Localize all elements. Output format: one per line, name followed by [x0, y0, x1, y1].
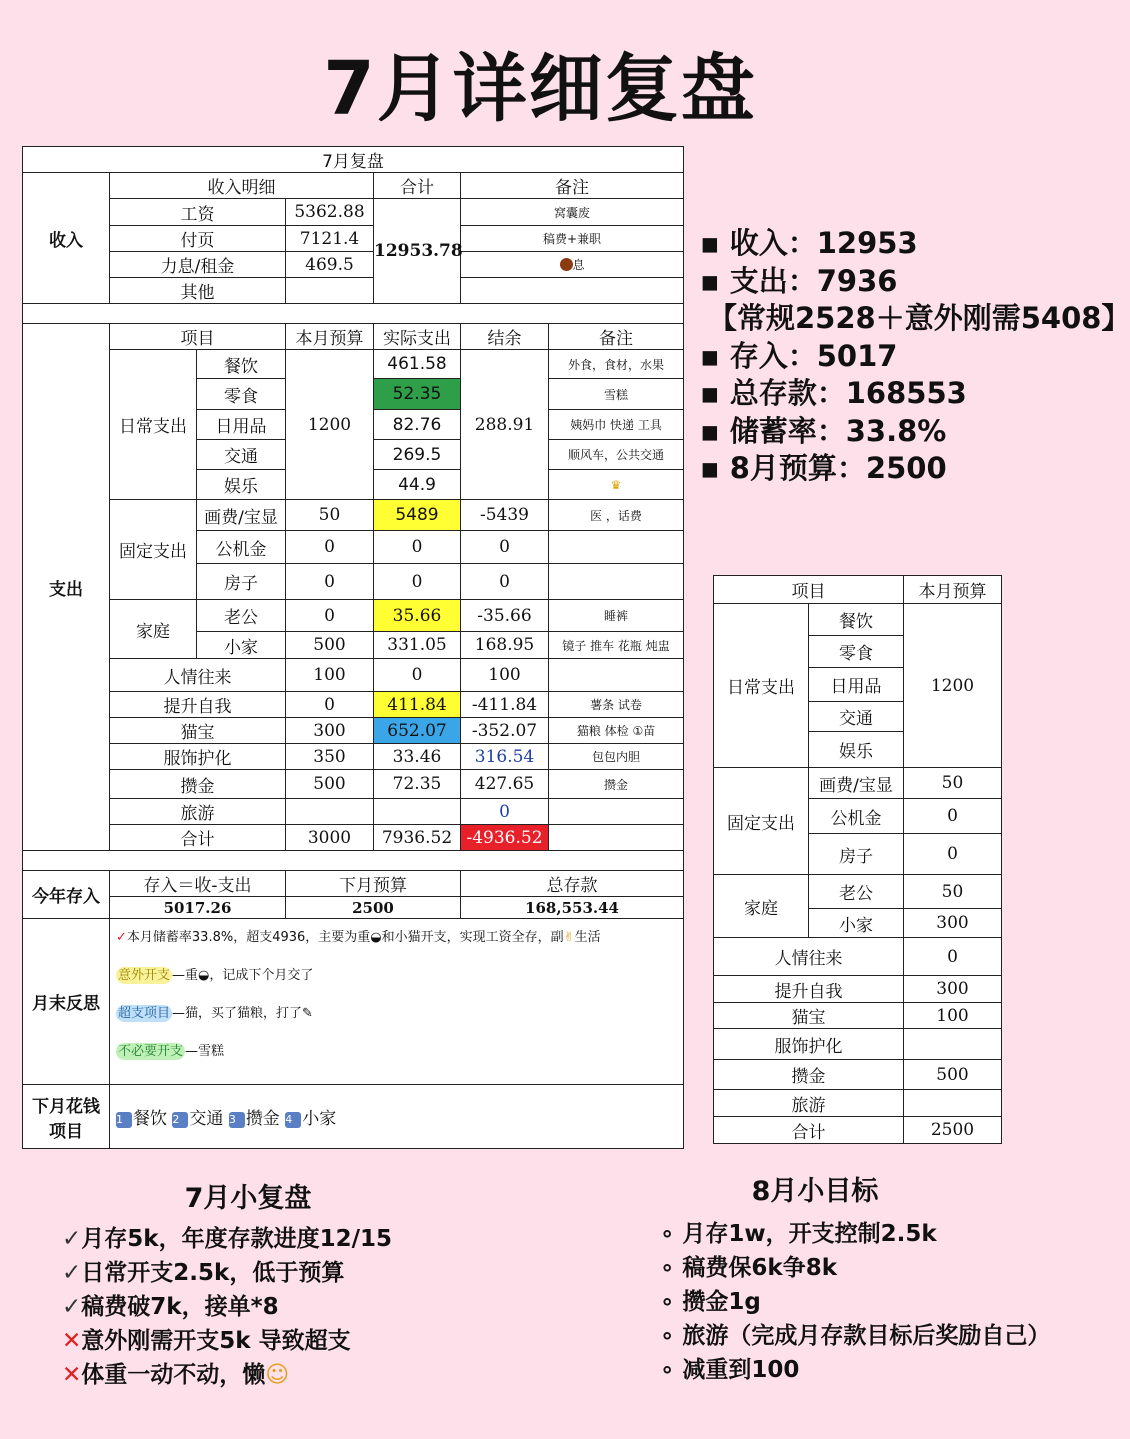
budget-amount: 0	[904, 799, 1002, 834]
list-item: ∘ 月存1w，开支控制2.5k	[660, 1221, 937, 1247]
list-item: ✕意外刚需开支5k 导致超支	[62, 1328, 351, 1354]
reflection-section-label: 月末反思	[23, 919, 110, 1085]
expense-item: 人情往来	[110, 659, 286, 692]
august-budget-table	[713, 575, 1002, 1144]
expense-total-balance: -4936.52	[461, 825, 549, 851]
expense-actual: 44.9	[374, 470, 461, 500]
income-header-note: 备注	[461, 173, 684, 199]
expense-budget: 0	[286, 600, 374, 632]
budget-item: 交通	[809, 702, 904, 732]
savings-header: 下月预算	[286, 871, 461, 897]
expense-note: 攒金	[549, 770, 684, 799]
expense-item: 娱乐	[197, 470, 286, 500]
tag-unexpected: 意外开支	[118, 968, 171, 983]
expense-actual: 52.35	[374, 379, 461, 410]
expense-note: 外食，食材，水果	[549, 350, 684, 379]
savings-deposit: 5017.26	[110, 897, 286, 919]
expense-item: 攒金	[110, 770, 286, 799]
budget-amount: 100	[904, 1003, 1002, 1029]
expense-total-label: 合计	[110, 825, 286, 851]
expense-balance: 316.54	[461, 744, 549, 770]
summary-expense-breakdown: 【常规2528＋意外刚需5408】	[708, 301, 1130, 335]
spacer-row	[23, 304, 684, 324]
budget-item: 餐饮	[809, 604, 904, 636]
list-item: ∘ 减重到100	[660, 1357, 800, 1383]
reflection-line: ✓本月储蓄率33.8%，超支4936，主要为重◒和小猫开支，实现工资全存，副✌生活	[116, 930, 601, 945]
budget-item: 提升自我	[714, 976, 904, 1003]
expense-budget: 0	[286, 531, 374, 564]
savings-header: 存入＝收-支出	[110, 871, 286, 897]
expense-actual: 0	[374, 659, 461, 692]
expense-budget: 500	[286, 632, 374, 659]
july-review-table	[22, 146, 684, 1149]
expense-total-note	[549, 825, 684, 851]
expense-balance: 100	[461, 659, 549, 692]
expense-balance: 0	[461, 564, 549, 600]
aug-goals-list	[660, 1217, 1050, 1387]
budget-amount: 500	[904, 1060, 1002, 1090]
fixed-expense-label: 固定支出	[110, 500, 197, 600]
expense-balance: -5439	[461, 500, 549, 531]
budget-daily-label: 日常支出	[714, 604, 809, 768]
expense-note: 薯条 试卷	[549, 692, 684, 718]
coin-icon	[560, 258, 573, 271]
expense-note	[549, 531, 684, 564]
expense-budget: 100	[286, 659, 374, 692]
expense-actual: 72.35	[374, 770, 461, 799]
expense-item: 交通	[197, 440, 286, 470]
expense-budget	[286, 799, 374, 825]
expense-total-actual: 7936.52	[374, 825, 461, 851]
table-caption: 7月复盘	[23, 147, 684, 173]
july-review-title: 7月小复盘	[184, 1183, 312, 1214]
expense-actual: 269.5	[374, 440, 461, 470]
budget-amount: 0	[904, 834, 1002, 875]
trophy-icon: ♛	[610, 477, 622, 492]
expense-item: 房子	[197, 564, 286, 600]
budget-amount: 300	[904, 976, 1002, 1003]
tag-overspend: 超支项目	[118, 1006, 171, 1021]
aug-goals-title: 8月小目标	[751, 1176, 879, 1207]
summary-list	[700, 225, 1130, 488]
expense-budget: 300	[286, 718, 374, 744]
expense-note	[549, 470, 684, 500]
budget-fixed-label: 固定支出	[714, 768, 809, 875]
budget-amount: 300	[904, 909, 1002, 938]
income-note	[461, 278, 684, 304]
next-items-list: 1 餐饮 2 交通 3 攒金 4 小家	[110, 1085, 684, 1149]
expense-item: 零食	[197, 379, 286, 410]
expense-note: 顺风车，公共交通	[549, 440, 684, 470]
expense-actual: 461.58	[374, 350, 461, 379]
income-item: 付页	[110, 226, 286, 252]
income-note: 窝囊废	[461, 199, 684, 226]
budget-amount: 0	[904, 938, 1002, 976]
budget-item: 娱乐	[809, 732, 904, 768]
tag-unnecessary: 不必要开支	[118, 1044, 184, 1059]
income-item: 力息/租金	[110, 252, 286, 278]
summary-deposit: ▪ 存入：5017	[700, 338, 898, 373]
spacer-row	[23, 851, 684, 871]
expense-note	[549, 564, 684, 600]
summary-total-savings: ▪ 总存款：168553	[700, 376, 967, 410]
budget-header-item: 项目	[714, 576, 904, 604]
expense-note: 姨妈巾 快递 工具	[549, 410, 684, 440]
budget-item: 旅游	[714, 1090, 904, 1117]
expense-balance: -35.66	[461, 600, 549, 632]
expense-item: 餐饮	[197, 350, 286, 379]
list-item: ∘ 稿费保6k争8k	[660, 1255, 838, 1281]
expense-actual: 0	[374, 564, 461, 600]
expense-actual: 5489	[374, 500, 461, 531]
savings-next-budget: 2500	[286, 897, 461, 919]
expense-item: 服饰护化	[110, 744, 286, 770]
check-icon: ✓	[62, 1260, 82, 1286]
expense-budget: 50	[286, 500, 374, 531]
list-item: ✓月存5k，年度存款进度12/15	[62, 1226, 392, 1252]
cross-icon: ✕	[62, 1362, 82, 1388]
expense-note	[549, 799, 684, 825]
budget-item: 老公	[809, 875, 904, 909]
expense-budget: 500	[286, 770, 374, 799]
reflection-notes	[110, 919, 684, 1085]
budget-total-amount: 2500	[904, 1117, 1002, 1144]
budget-item: 画费/宝显	[809, 768, 904, 799]
expense-budget: 0	[286, 692, 374, 718]
list-item: ✕体重一动不动，懒☺	[62, 1362, 290, 1388]
daily-balance: 288.91	[461, 350, 549, 500]
expense-header-balance: 结余	[461, 324, 549, 350]
family-expense-label: 家庭	[110, 600, 197, 659]
expense-note: 猫粮 体检 ①苗	[549, 718, 684, 744]
budget-item: 攒金	[714, 1060, 904, 1090]
summary-aug-budget: ▪ 8月预算：2500	[700, 451, 947, 485]
list-item: ✓稿费破7k，接单*8	[62, 1294, 279, 1320]
expense-balance: 0	[461, 799, 549, 825]
budget-header-amount: 本月预算	[904, 576, 1002, 604]
expense-actual	[374, 799, 461, 825]
daily-expense-label: 日常支出	[110, 350, 197, 500]
summary-expense: ▪ 支出：7936	[700, 263, 898, 298]
budget-family-label: 家庭	[714, 875, 809, 938]
expense-balance: 427.65	[461, 770, 549, 799]
reflection-line: 意外开支 —重◒，记成下个月交了	[118, 968, 314, 983]
income-header-total: 合计	[374, 173, 461, 199]
income-note: 息	[461, 252, 684, 278]
income-total: 12953.78	[374, 199, 461, 304]
expense-actual: 652.07	[374, 718, 461, 744]
expense-note: 包包内胆	[549, 744, 684, 770]
expense-item: 公机金	[197, 531, 286, 564]
income-item: 其他	[110, 278, 286, 304]
budget-daily-amount: 1200	[904, 604, 1002, 768]
budget-item: 猫宝	[714, 1003, 904, 1029]
expense-actual: 331.05	[374, 632, 461, 659]
summary-income: ▪ 收入：12953	[700, 226, 918, 260]
expense-budget: 350	[286, 744, 374, 770]
list-item: ∘ 旅游（完成月存款目标后奖励自己）	[660, 1323, 1051, 1349]
expense-budget: 0	[286, 564, 374, 600]
income-amount: 469.5	[286, 252, 374, 278]
expense-note: 雪糕	[549, 379, 684, 410]
budget-item: 服饰护化	[714, 1029, 904, 1060]
expense-item: 猫宝	[110, 718, 286, 744]
income-item: 工资	[110, 199, 286, 226]
savings-section-label: 今年存入	[23, 871, 110, 919]
expense-item: 画费/宝显	[197, 500, 286, 531]
expense-item: 老公	[197, 600, 286, 632]
budget-item: 小家	[809, 909, 904, 938]
expense-actual: 82.76	[374, 410, 461, 440]
budget-total-label: 合计	[714, 1117, 904, 1144]
expense-section-label: 支出	[23, 324, 110, 851]
budget-amount: 50	[904, 768, 1002, 799]
expense-balance: 0	[461, 531, 549, 564]
rice-icon: ◒	[198, 968, 210, 983]
reflection-line: 不必要开支 —雪糕	[118, 1044, 225, 1059]
pleading-face-icon: ☺	[265, 1362, 290, 1388]
budget-item: 人情往来	[714, 938, 904, 976]
expense-item: 日用品	[197, 410, 286, 440]
income-amount: 5362.88	[286, 199, 374, 226]
daily-budget: 1200	[286, 350, 374, 500]
income-note: 稿费+兼职	[461, 226, 684, 252]
reflection-line: 超支项目 —猫，买了猫粮，打了✎	[118, 1006, 313, 1021]
expense-actual: 0	[374, 531, 461, 564]
expense-item: 提升自我	[110, 692, 286, 718]
number-4-icon: 4	[285, 1112, 301, 1128]
expense-actual: 33.46	[374, 744, 461, 770]
budget-amount	[904, 1029, 1002, 1060]
expense-actual: 35.66	[374, 600, 461, 632]
number-2-icon: 2	[172, 1112, 188, 1128]
income-amount: 7121.4	[286, 226, 374, 252]
expense-item: 旅游	[110, 799, 286, 825]
expense-balance: -411.84	[461, 692, 549, 718]
savings-total: 168,553.44	[461, 897, 684, 919]
check-icon: ✓	[62, 1294, 82, 1320]
number-3-icon: 3	[229, 1112, 245, 1128]
budget-item: 日用品	[809, 668, 904, 702]
expense-note	[549, 659, 684, 692]
expense-total-budget: 3000	[286, 825, 374, 851]
expense-balance: -352.07	[461, 718, 549, 744]
income-amount	[286, 278, 374, 304]
expense-header-item: 项目	[110, 324, 286, 350]
expense-header-actual: 实际支出	[374, 324, 461, 350]
expense-item: 小家	[197, 632, 286, 659]
expense-note: 睡裤	[549, 600, 684, 632]
expense-actual: 411.84	[374, 692, 461, 718]
budget-amount: 50	[904, 875, 1002, 909]
income-header-detail: 收入明细	[110, 173, 374, 199]
next-items-section-label: 下月花钱 项目	[23, 1085, 110, 1149]
income-section-label: 收入	[23, 173, 110, 304]
check-icon: ✓	[62, 1226, 82, 1252]
cross-icon: ✕	[62, 1328, 82, 1354]
list-item: ✓日常开支2.5k，低于预算	[62, 1260, 345, 1286]
hand-icon: ✌	[563, 930, 575, 945]
budget-item: 零食	[809, 636, 904, 668]
number-1-icon: 1	[116, 1112, 132, 1128]
expense-header-budget: 本月预算	[286, 324, 374, 350]
list-item: ∘ 攒金1g	[660, 1289, 761, 1315]
expense-note: 医 ，话费	[549, 500, 684, 531]
budget-item: 房子	[809, 834, 904, 875]
expense-note: 镜子 推车 花瓶 炖盅	[549, 632, 684, 659]
page-title: 7月详细复盘	[323, 46, 757, 132]
july-review-list	[62, 1222, 392, 1392]
budget-item: 公机金	[809, 799, 904, 834]
summary-savings-rate: ▪ 储蓄率：33.8%	[700, 413, 947, 448]
expense-balance: 168.95	[461, 632, 549, 659]
budget-amount	[904, 1090, 1002, 1117]
syringe-icon: ✎	[302, 1006, 313, 1021]
expense-header-note: 备注	[549, 324, 684, 350]
savings-header: 总存款	[461, 871, 684, 897]
rice-icon: ◒	[370, 930, 382, 945]
